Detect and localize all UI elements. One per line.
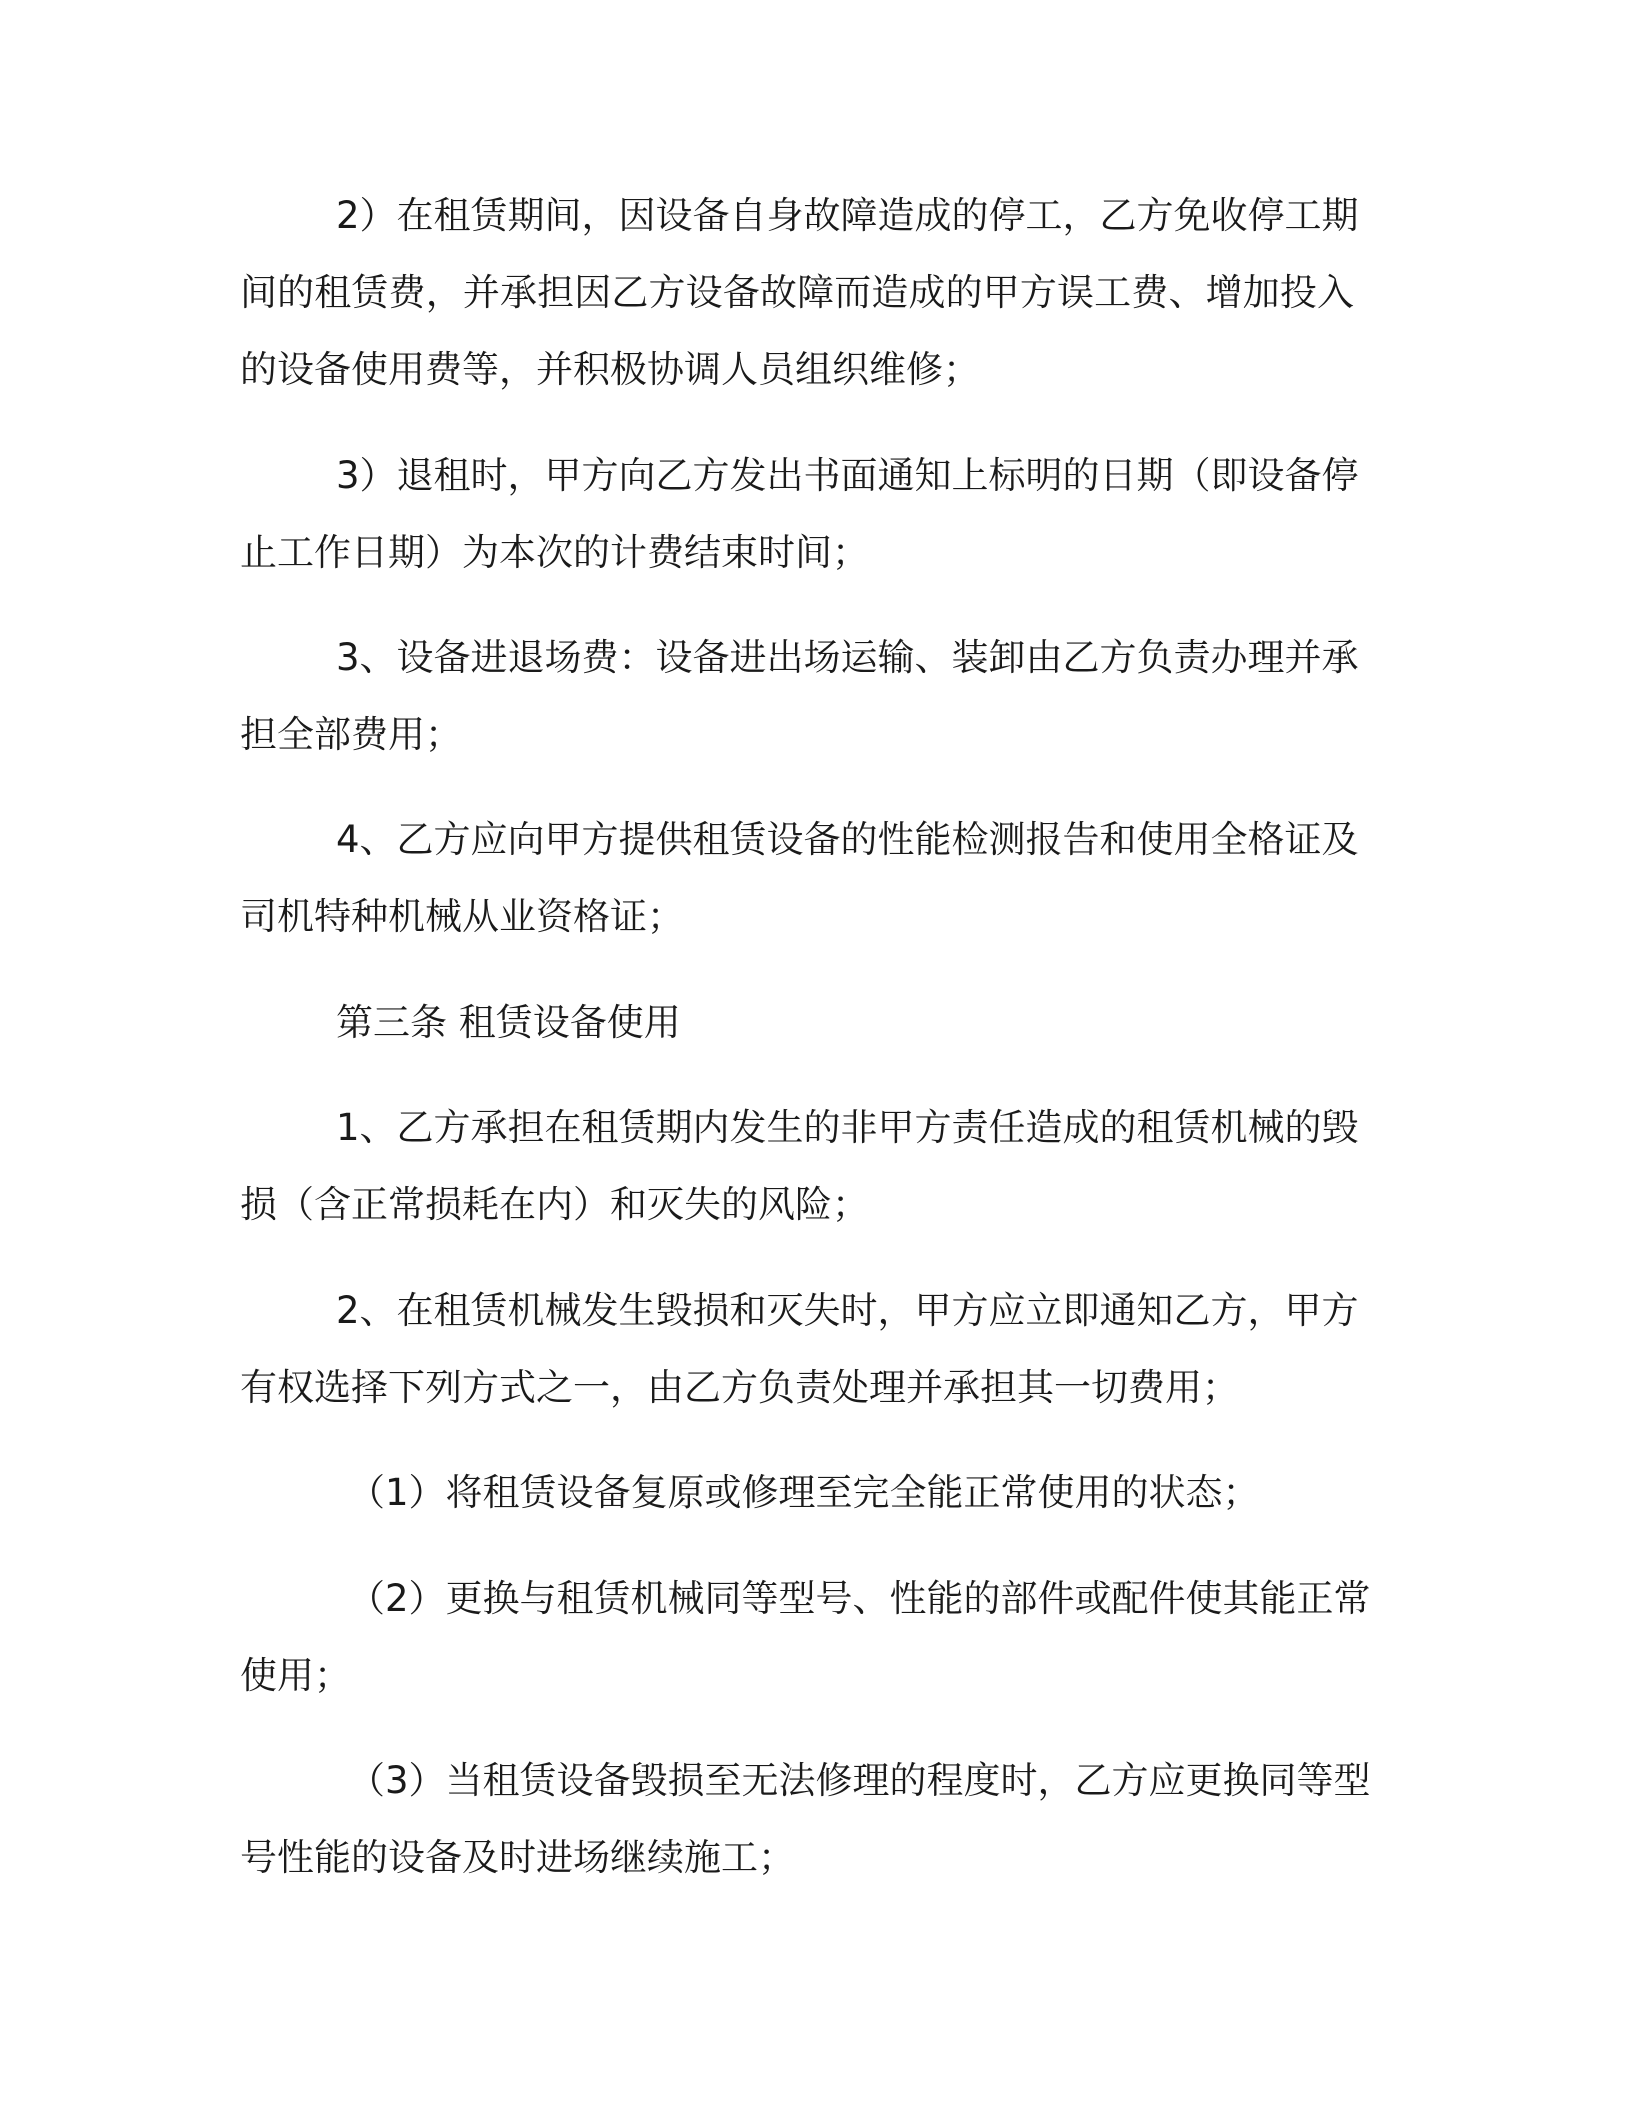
sub-item-3-line-2: 号性能的设备及时进场继续施工； — [240, 1836, 795, 1879]
article-item-1-line-1: 1、乙方承担在租赁期内发生的非甲方责任造成的租赁机械的毁 — [336, 1106, 1359, 1149]
clause-3-line-1: 3、设备进退场费：设备进出场运输、装卸由乙方负责办理并承 — [336, 636, 1359, 679]
paragraph-2-line-1: 2）在租赁期间，因设备自身故障造成的停工，乙方免收停工期 — [336, 194, 1359, 237]
clause-4-line-2: 司机特种机械从业资格证； — [240, 895, 684, 938]
clause-3-line-2: 担全部费用； — [240, 713, 462, 756]
article-item-1-line-2: 损（含正常损耗在内）和灭失的风险； — [240, 1183, 869, 1226]
sub-item-2-line-2: 使用； — [240, 1654, 351, 1697]
article-heading: 第三条 租赁设备使用 — [336, 1001, 681, 1044]
sub-item-3-line-1: （3）当租赁设备毁损至无法修理的程度时，乙方应更换同等型 — [348, 1759, 1371, 1802]
paragraph-2-line-3: 的设备使用费等，并积极协调人员组织维修； — [240, 348, 980, 391]
clause-4-line-1: 4、乙方应向甲方提供租赁设备的性能检测报告和使用全格证及 — [336, 818, 1359, 861]
article-item-2-line-1: 2、在租赁机械发生毁损和灭失时，甲方应立即通知乙方，甲方 — [336, 1289, 1359, 1332]
paragraph-2-line-2: 间的租赁费，并承担因乙方设备故障而造成的甲方误工费、增加投入 — [240, 271, 1354, 314]
paragraph-3-line-2: 止工作日期）为本次的计费结束时间； — [240, 531, 869, 574]
sub-item-1: （1）将租赁设备复原或修理至完全能正常使用的状态； — [348, 1471, 1260, 1514]
paragraph-3-line-1: 3）退租时，甲方向乙方发出书面通知上标明的日期（即设备停 — [336, 454, 1359, 497]
article-item-2-line-2: 有权选择下列方式之一，由乙方负责处理并承担其一切费用； — [240, 1366, 1239, 1409]
sub-item-2-line-1: （2）更换与租赁机械同等型号、性能的部件或配件使其能正常 — [348, 1577, 1371, 1620]
